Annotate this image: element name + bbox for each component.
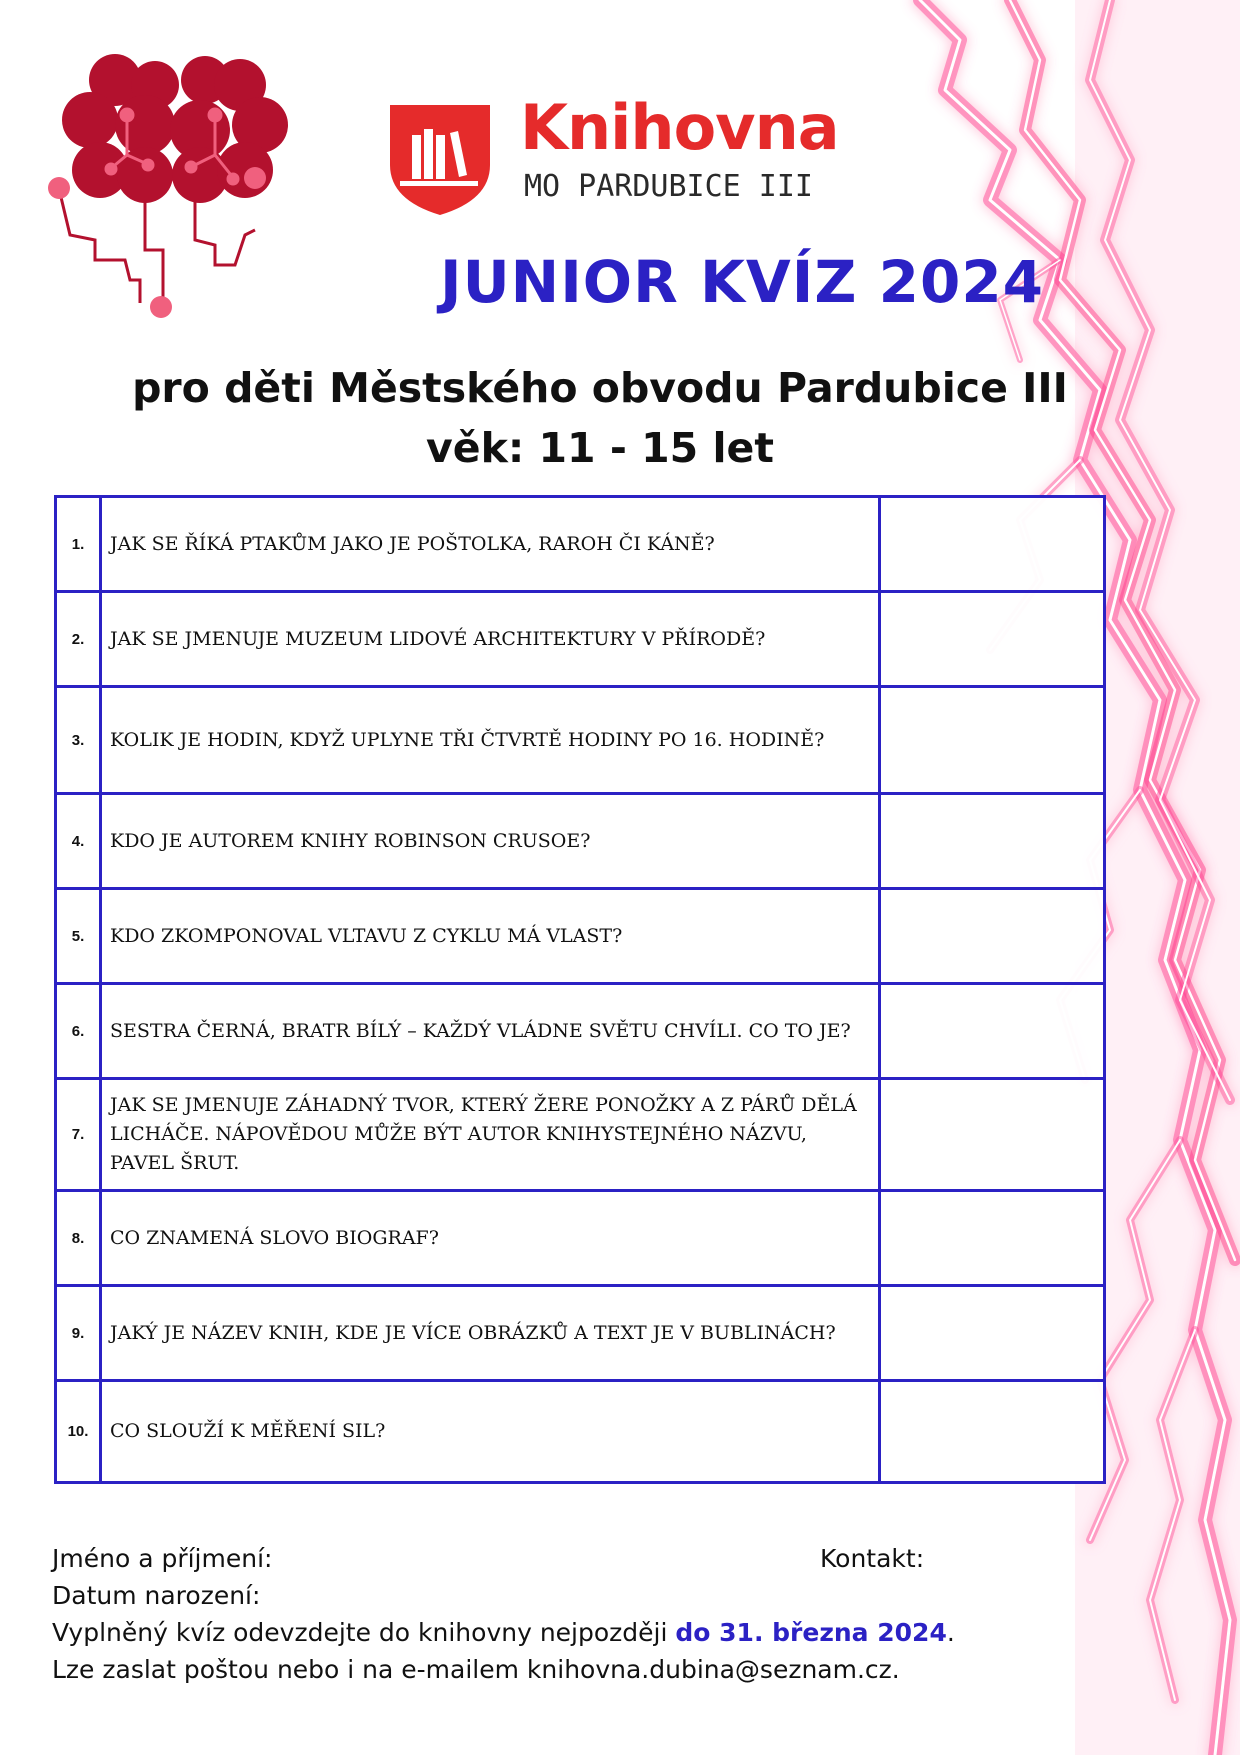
table-row [56, 1286, 1105, 1381]
question-number: 8. [56, 1191, 101, 1286]
name-line [52, 1540, 1052, 1577]
answer-cell[interactable] [880, 1079, 1105, 1191]
footer-info [52, 1540, 1052, 1688]
question-text: JAK SE JMENUJE ZÁHADNÝ TVOR, KTERÝ ŽERE PONOŽKY A Z PÁRŮ DĚLÁ LICHÁČE. NÁPOVĚDOU MŮŽE BÝT AUTOR KNIHYSTEJNÉHO NÁZVU, PAVEL ŠRUT. [101, 1079, 880, 1191]
answer-cell[interactable] [880, 592, 1105, 687]
quiz-subtitle [0, 358, 1200, 478]
deadline-suffix: . [946, 1618, 955, 1647]
table-row [56, 984, 1105, 1079]
table-row [56, 794, 1105, 889]
table-row [56, 687, 1105, 794]
question-number: 7. [56, 1079, 101, 1191]
table-row [56, 497, 1105, 592]
subtitle-audience: pro děti Městského obvodu Pardubice III [132, 364, 1068, 412]
table-row [56, 592, 1105, 687]
answer-cell[interactable] [880, 1286, 1105, 1381]
answer-cell[interactable] [880, 794, 1105, 889]
answer-cell[interactable] [880, 1381, 1105, 1483]
name-label: Jméno a příjmení: [52, 1544, 273, 1573]
library-logo [390, 91, 839, 215]
deadline-line [52, 1614, 1052, 1651]
question-number: 6. [56, 984, 101, 1079]
question-text: JAKÝ JE NÁZEV KNIH, KDE JE VÍCE OBRÁZKŮ A TEXT JE V BUBLINÁCH? [101, 1286, 880, 1381]
question-text: KDO JE AUTOREM KNIHY ROBINSON CRUSOE? [101, 794, 880, 889]
books-shield-icon [390, 105, 490, 215]
question-number: 4. [56, 794, 101, 889]
question-text: JAK SE ŘÍKÁ PTAKŮM JAKO JE POŠTOLKA, RAROH ČI KÁNĚ? [101, 497, 880, 592]
question-number: 2. [56, 592, 101, 687]
quiz-table [54, 495, 1106, 1484]
subtitle-age: věk: 11 - 15 let [426, 424, 774, 472]
answer-cell[interactable] [880, 889, 1105, 984]
question-text: KOLIK JE HODIN, KDYŽ UPLYNE TŘI ČTVRTĚ HODINY PO 16. HODINĚ? [101, 687, 880, 794]
contact-label: Kontakt: [820, 1544, 925, 1573]
question-number: 5. [56, 889, 101, 984]
question-text: JAK SE JMENUJE MUZEUM LIDOVÉ ARCHITEKTURY V PŘÍRODĚ? [101, 592, 880, 687]
answer-cell[interactable] [880, 1191, 1105, 1286]
question-number: 1. [56, 497, 101, 592]
birth-date-label: Datum narození: [52, 1581, 261, 1610]
table-row [56, 1381, 1105, 1483]
answer-cell[interactable] [880, 984, 1105, 1079]
library-subtitle: MO PARDUBICE III [524, 169, 813, 204]
brain-circuit-icon [45, 45, 305, 365]
question-number: 3. [56, 687, 101, 794]
deadline-date: do 31. března 2024 [675, 1618, 947, 1647]
question-text: CO ZNAMENÁ SLOVO BIOGRAF? [101, 1191, 880, 1286]
question-text: CO SLOUŽÍ K MĚŘENÍ SIL? [101, 1381, 880, 1483]
answer-cell[interactable] [880, 497, 1105, 592]
table-row [56, 889, 1105, 984]
email-line: Lze zaslat poštou nebo i na e-mailem knihovna.dubina@seznam.cz. [52, 1655, 900, 1684]
deadline-prefix: Vyplněný kvíz odevzdejte do knihovny nejpozději [52, 1618, 676, 1647]
table-row [56, 1191, 1105, 1286]
question-number: 9. [56, 1286, 101, 1381]
quiz-title: JUNIOR KVÍZ 2024 [440, 248, 1045, 316]
answer-cell[interactable] [880, 687, 1105, 794]
question-text: SESTRA ČERNÁ, BRATR BÍLÝ – KAŽDÝ VLÁDNE SVĚTU CHVÍLI. CO TO JE? [101, 984, 880, 1079]
question-number: 10. [56, 1381, 101, 1483]
library-name: Knihovna [520, 91, 839, 164]
question-text: KDO ZKOMPONOVAL VLTAVU Z CYKLU MÁ VLAST? [101, 889, 880, 984]
table-row [56, 1079, 1105, 1191]
